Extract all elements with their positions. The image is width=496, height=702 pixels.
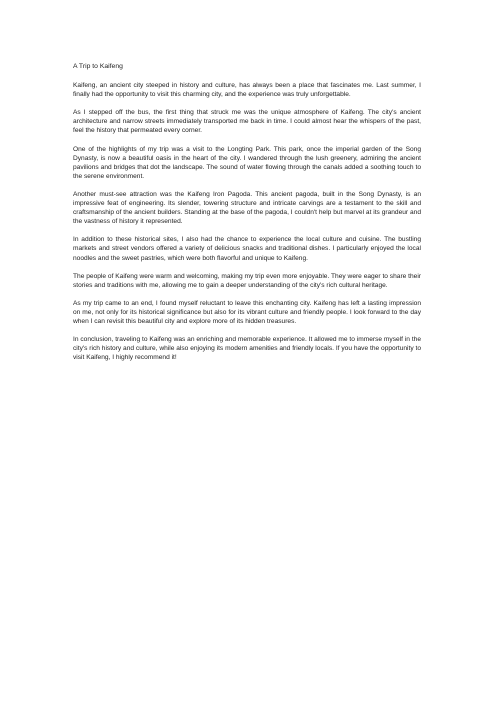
paragraph-conclusion: In conclusion, traveling to Kaifeng was an enriching and memorable experience. It allowed me to immerse myself in the city's rich history and culture, while also enjoying its modern amenities and friendly locals. If you have the opportunity to visit Kaifeng, I highly recommend it! <box>73 336 421 362</box>
paragraph-local-culture: In addition to these historical sites, I also had the chance to experience the local culture and cuisine. The bustling markets and street vendors offered a variety of delicious snacks and traditional dishes. I particularly enjoyed the local noodles and the sweet pastries, which were both flavorful and unique to Kaifeng. <box>73 236 421 262</box>
paragraph-people: The people of Kaifeng were warm and welcoming, making my trip even more enjoyable. They were eager to share their stories and traditions with me, allowing me to gain a deeper understanding of the city's rich cultural heritage. <box>73 272 421 289</box>
document-title: A Trip to Kaifeng <box>73 63 123 70</box>
paragraph-longting-park: One of the highlights of my trip was a visit to the Longting Park. This park, once the imperial garden of the Song Dynasty, is now a beautiful oasis in the heart of the city. I wandered through the lush greenery, admiring the ancient pavilions and bridges that dot the landscape. The sound of water flowing through the canals added a soothing touch to the serene environment. <box>73 145 421 180</box>
paragraph-arrival: As I stepped off the bus, the first thing that struck me was the unique atmosphere of Kaifeng. The city's ancient architecture and narrow streets immediately transported me back in time. I could almost hear the whispers of the past, feel the history that permeated every corner. <box>73 109 421 135</box>
paragraph-departure: As my trip came to an end, I found myself reluctant to leave this enchanting city. Kaifeng has left a lasting impression on me, not only for its historical significance but also for its vibrant culture and friendly people. I look forward to the day when I can revisit this beautiful city and explore more of its hidden treasures. <box>73 299 421 325</box>
paragraph-iron-pagoda: Another must-see attraction was the Kaifeng Iron Pagoda. This ancient pagoda, built in the Song Dynasty, is an impressive feat of engineering. Its slender, towering structure and intricate carvings are a testament to the skill and craftsmanship of the ancient builders. Standing at the base of the pagoda, I couldn't help but marvel at its grandeur and the vastness of history it represented. <box>73 190 421 226</box>
paragraph-intro: Kaifeng, an ancient city steeped in history and culture, has always been a place that fascinates me. Last summer, I finally had the opportunity to visit this charming city, and the experience was truly unforgettable. <box>73 82 421 99</box>
document-page <box>73 62 421 371</box>
